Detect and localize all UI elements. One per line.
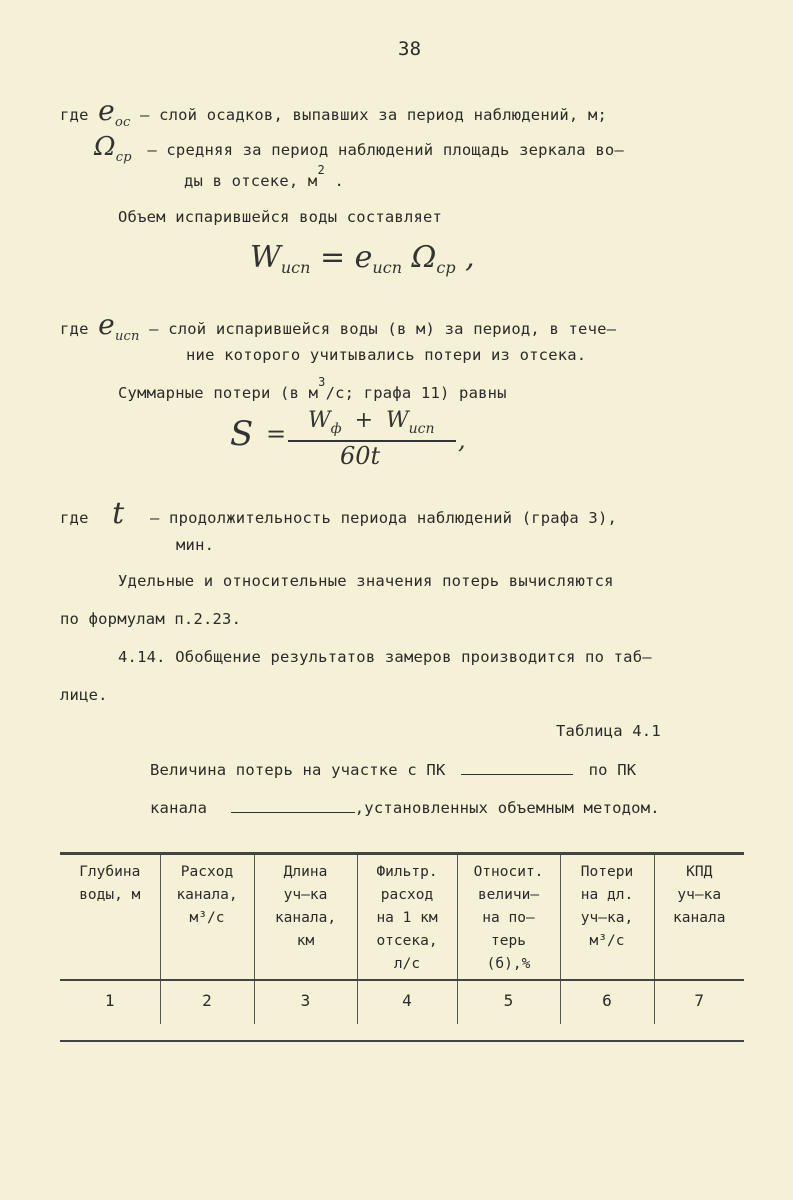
table-caption-line1: Величина потерь на участке с ПК по ПК bbox=[150, 761, 637, 779]
header-length: Длина уч–ка канала, км bbox=[254, 855, 357, 980]
header-efficiency: КПД уч–ка канала bbox=[654, 855, 744, 980]
table-header-row bbox=[60, 855, 744, 980]
definition-area-cont: ды в отсеке, $м^2$ . bbox=[184, 163, 344, 190]
definition-evaporation-cont: ние которого учитывались потери из отсека. bbox=[186, 346, 587, 364]
blank-field bbox=[231, 798, 355, 813]
header-discharge: Расход канала, м³/с bbox=[160, 855, 254, 980]
symbol-subscript: ср bbox=[115, 150, 132, 165]
table-cell: 7 bbox=[654, 980, 744, 1024]
formula-s: S bbox=[230, 414, 254, 454]
formula-evaporation: $W_{исп} = e_{исп}$ $\Omega_{ср}$ , bbox=[250, 240, 475, 277]
symbol-t: t bbox=[112, 496, 125, 531]
definition-area bbox=[94, 132, 624, 165]
table-cell: 2 bbox=[160, 980, 254, 1024]
superscript: 2 bbox=[317, 163, 325, 177]
formula-denominator: 60t bbox=[340, 442, 381, 470]
symbol-e: e bbox=[98, 308, 115, 341]
table-cell: 3 bbox=[254, 980, 357, 1024]
formula-comma: , bbox=[458, 426, 466, 454]
header-depth: Глубина воды, м bbox=[60, 855, 160, 980]
formula-eq: = bbox=[266, 420, 287, 448]
header-filtration: Фильтр. расход на 1 км отсека, л/с bbox=[357, 855, 457, 980]
table-cell: 1 bbox=[104, 991, 115, 1010]
where-word: где bbox=[60, 106, 89, 124]
table-caption-line2: канала ,установленных объемным методом. bbox=[150, 799, 660, 817]
symbol-e: e bbox=[98, 94, 115, 127]
specific-losses-line1: Удельные и относительные значения потерь вычисляются bbox=[118, 572, 614, 590]
header-losses: Потери на дл. уч–ка, м³/с bbox=[560, 855, 654, 980]
definition-duration-cont: мин. bbox=[176, 536, 215, 554]
specific-losses-line2: по формулам п.2.23. bbox=[60, 610, 242, 628]
section-4-14-line2: лице. bbox=[60, 686, 108, 704]
blank-field bbox=[461, 760, 573, 775]
symbol-subscript: ос bbox=[114, 115, 131, 130]
formula-numerator: $W_ф + W_{исп}$ bbox=[308, 408, 435, 437]
definition-precipitation bbox=[60, 94, 607, 130]
definition-text: – слой осадков, выпавших за период наблюдений, м; bbox=[140, 106, 608, 124]
definition-duration: где t – продолжительность периода наблюдений (графа 3), bbox=[60, 496, 618, 531]
table-row bbox=[60, 980, 744, 1024]
evaporation-intro: Объем испарившейся воды составляет bbox=[118, 208, 443, 226]
losses-table bbox=[60, 855, 744, 1024]
table-cell: 6 bbox=[560, 980, 654, 1024]
formula-omega: Ω bbox=[411, 240, 437, 275]
formula-eq: = bbox=[319, 240, 346, 275]
definition-text: – средняя за период наблюдений площадь зеркала во– bbox=[147, 141, 624, 159]
definition-evaporation: где $e_{исп}$ – слой испарившейся воды (в м) за период, в тече– bbox=[60, 308, 617, 344]
table-label: Таблица 4.1 bbox=[556, 722, 661, 740]
page-number: 38 bbox=[398, 38, 422, 60]
table-cell: 4 bbox=[357, 980, 457, 1024]
table-cell: 5 bbox=[457, 980, 560, 1024]
section-4-14-line1: 4.14. Обобщение результатов замеров производится по таб– bbox=[118, 648, 652, 666]
header-relative-losses: Относит. величи– на по– терь (б),% bbox=[457, 855, 560, 980]
table-bottom-rule bbox=[60, 1040, 744, 1042]
symbol-omega: Ω bbox=[94, 132, 116, 162]
formula-w: W bbox=[250, 240, 281, 275]
total-losses-line: Суммарные потери (в $м^3/с$; графа 11) равны bbox=[118, 375, 507, 402]
formula-e: e bbox=[354, 240, 373, 275]
